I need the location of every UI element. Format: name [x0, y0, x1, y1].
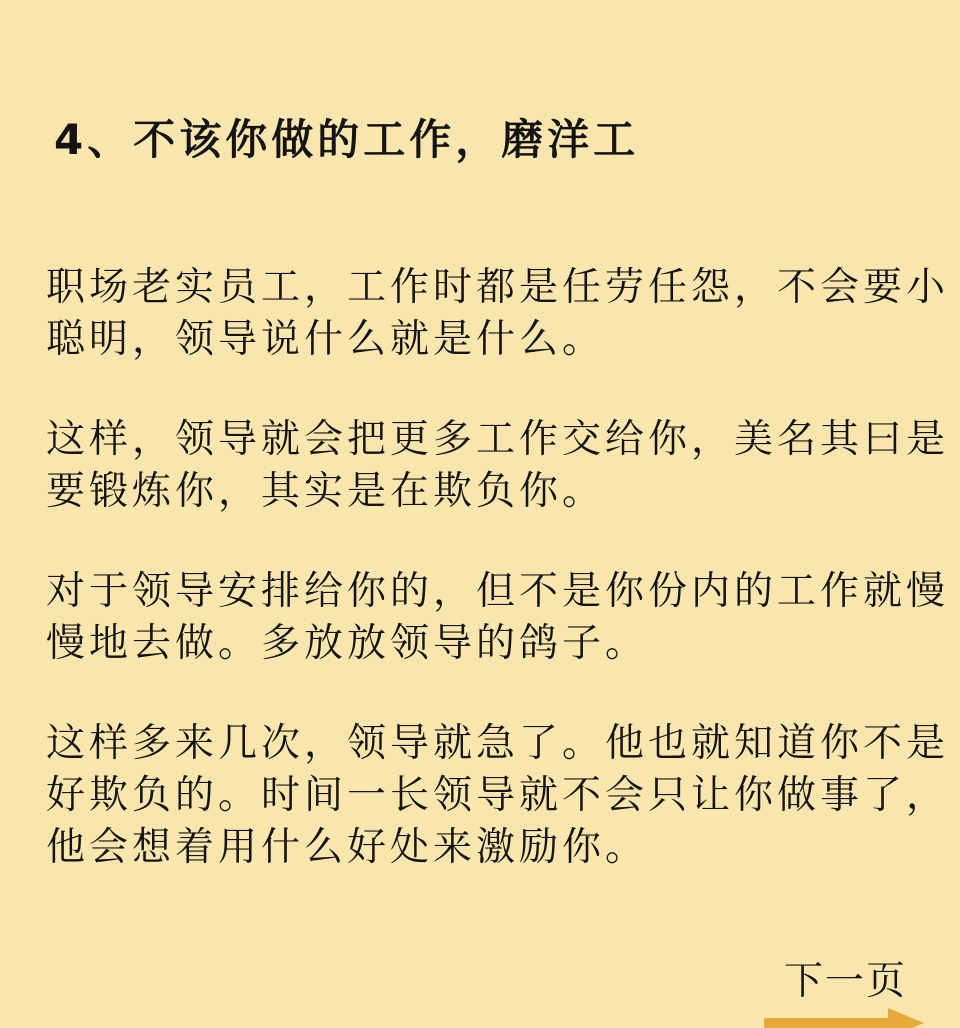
paragraph-line: 他会想着用什么好处来激励你。 [46, 825, 649, 870]
paragraph-1 [46, 262, 950, 366]
paragraph-line: 聪明，领导说什么就是什么。 [46, 317, 606, 362]
paragraph-2 [46, 414, 950, 518]
paragraph-line: 要锻炼你，其实是在欺负你。 [46, 469, 606, 514]
paragraph-line: 对于领导安排给你的，但不是你份内的工作就慢 [46, 569, 950, 614]
next-page-link[interactable]: 下一页 [784, 959, 908, 1004]
paragraph-line: 这样，领导就会把更多工作交给你，美名其曰是 [46, 417, 950, 462]
paragraph-4 [46, 718, 950, 874]
paragraph-line: 职场老实员工，工作时都是任劳任怨，不会要小 [46, 265, 950, 310]
paragraph-line: 慢地去做。多放放领导的鸽子。 [46, 621, 649, 666]
paragraph-line: 好欺负的。时间一长领导就不会只让你做事了， [46, 773, 950, 818]
article-title: 4、不该你做的工作，磨洋工 [54, 115, 640, 164]
arrow-right-icon[interactable] [764, 1004, 924, 1028]
paragraph-line: 这样多来几次，领导就急了。他也就知道你不是 [46, 721, 950, 766]
paragraph-3 [46, 566, 950, 670]
